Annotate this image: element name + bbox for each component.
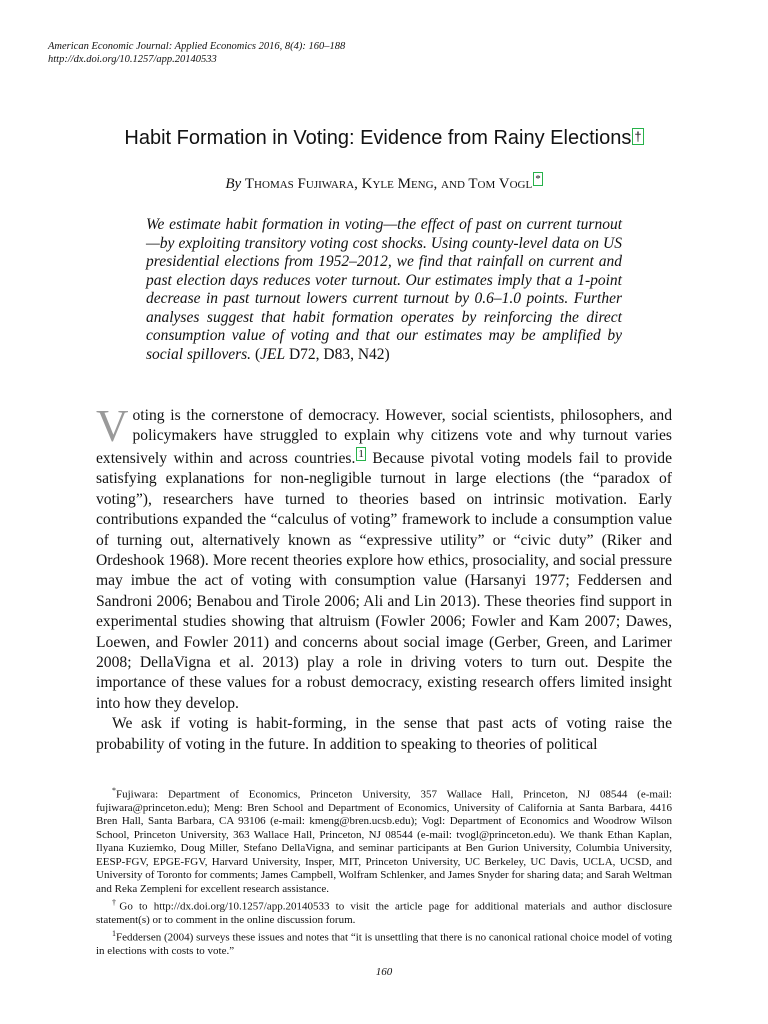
- title-footnote-mark[interactable]: †: [634, 129, 642, 144]
- paragraph-2: We ask if voting is habit-forming, in the sense that past acts of voting raise the probability of voting in the future. In addition to speaking to theories of political: [96, 715, 672, 753]
- footnote-1-mark[interactable]: 1: [358, 447, 364, 460]
- footnote-author-mark: *: [112, 786, 116, 795]
- footnotes: [96, 784, 672, 959]
- paper-title-text: Habit Formation in Voting: Evidence from Rainy Elections: [124, 127, 632, 149]
- body-text: [96, 401, 672, 755]
- byline: [60, 172, 708, 194]
- abstract-text: We estimate habit formation in voting—the effect of past on current turnout—by exploiting transitory voting cost shocks. Using county-level data on US presidential elections from 1952–2012, we find that rainfall on current and past election days reduces voter turnout. Our estimates imply that a 1-point decrease in past turnout lowers current turnout by 0.6–1.0 points. Further analyses suggest that habit formation operates by reinforcing the direct consumption value of voting and that our estimates may be amplified by social spillovers.: [146, 216, 622, 363]
- paragraph-1: [96, 401, 672, 714]
- drop-cap: V: [96, 401, 129, 451]
- page-number: 160: [375, 966, 393, 978]
- paper-title: [60, 124, 708, 152]
- author-list: Thomas Fujiwara, Kyle Meng, and Tom Vogl: [244, 176, 533, 192]
- journal-citation: American Economic Journal: Applied Economics 2016, 8(4): 160–188: [48, 41, 346, 52]
- footnote-1-text: Feddersen (2004) surveys these issues and notes that “it is unsettling that there is no canonical rational choice model of voting in elections with costs to vote.”: [96, 932, 672, 958]
- paragraph-1-rest: Because pivotal voting models fail to provide satisfying explanations for non-negligible turnout in large elections (the “paradox of voting”), researchers have turned to theories based on intrinsic motivation. Early contributions expanded the “calculus of voting” framework to include a consumption value of turning out, alternatively known as “expressive utility” or “civic duty” (Riker and Ordeshook 1968). More recent theories explore how ethics, prosociality, and social pressure may imbue the act of voting with consumption value (Harsanyi 1977; Feddersen and Sandroni 2006; Benabou and Tirole 2006; Ali and Lin 2013). These theories find support in experimental studies showing that altruism (Fowler 2006; Fowler and Kam 2007; Dawes, Loewen, and Fowler 2011) and concerns about social image (Gerber, Green, and Larimer 2008; DellaVigna et al. 2013) play a role in driving voters to turn out. Despite the importance of these values for a robust democracy, existing research offers limited insight into how they develop.: [96, 450, 672, 712]
- jel-open: (: [254, 345, 261, 363]
- footnote-dagger: [96, 896, 672, 927]
- author-footnote-mark[interactable]: *: [535, 173, 541, 185]
- footnote-1-number: 1: [112, 929, 116, 939]
- footnote-dagger-text: Go to http://dx.doi.org/10.1257/app.20140533 to visit the article page for additional materials and author disclosure statement(s) or to comment in the online discussion forum.: [96, 900, 673, 926]
- journal-header: [48, 40, 345, 66]
- byline-by: By: [225, 176, 242, 192]
- jel-label: JEL: [260, 345, 286, 363]
- paragraph-1-start: oting is the cornerstone of democracy. However, social scientists, philosophers, and policymakers have struggled to explain why citizens vote and why turnout varies extensively within and across countries.: [96, 407, 672, 467]
- footnote-dagger-mark: †: [112, 897, 120, 907]
- abstract: [146, 216, 622, 364]
- footnote-author-text: Fujiwara: Department of Economics, Princeton University, 357 Wallace Hall, Princeton, NJ 08544 (e-mail: fujiwara@princeton.edu); Meng: Bren School and Department of Economics, University of California at Santa Barbara, 4416 Bren Hall, Santa Barbara, CA 93106 (e-mail: kmeng@bren.ucsb.edu); Vogl: Department of Economics and Woodrow Wilson School, Princeton University, 363 Wallace Hall, Princeton, NJ 08544 (e-mail: tvogl@princeton.edu). We thank Ethan Kaplan, Ilyana Kuziemko, Doug Miller, Stefano DellaVigna, and seminar participants at Ben Gurion University, Columbia University, EESP-FGV, EPGE-FGV, Harvard University, Insper, MIT, Princeton University, UC Berkeley, UC Davis, UCLA, UCSD, and University of Toronto for comments; James Campbell, Wolfram Schlenker, and James Snyder for sharing data; and Sarah Weltman and Reka Zempleni for excellent research assistance.: [96, 788, 672, 895]
- footnote-1: [96, 927, 672, 958]
- jel-codes: D72, D83, N42): [285, 345, 390, 363]
- footnote-author: [96, 784, 672, 896]
- doi-link[interactable]: http://dx.doi.org/10.1257/app.20140533: [48, 54, 217, 65]
